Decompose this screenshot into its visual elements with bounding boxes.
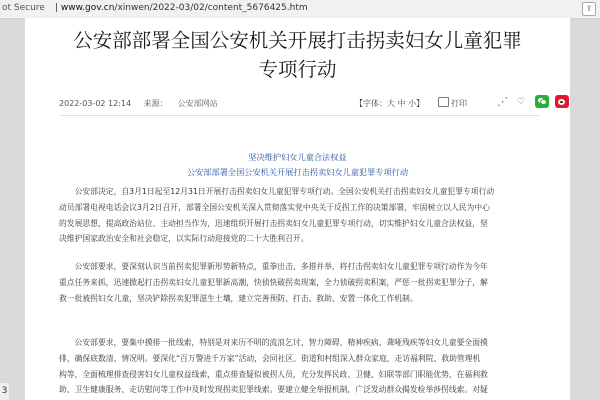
- article-subtitle-2: 公安部部署全国公安机关开展打击拐卖妇女儿童犯罪专项行动: [186, 167, 409, 177]
- article-title: [25, 26, 570, 84]
- url-path: /xinwen/2022-03/02/content_5676425.htm: [114, 3, 308, 13]
- article-subtitle-1: 坚决维护妇女儿童合法权益: [248, 152, 347, 162]
- url-separator: |: [55, 3, 59, 13]
- article-meta: [59, 98, 228, 109]
- share-icon[interactable]: ⋰: [497, 95, 508, 108]
- paragraph-1: [59, 184, 539, 247]
- article-page: [25, 18, 570, 400]
- publish-date: 2022-03-02 12:14: [59, 99, 132, 108]
- paragraph-line: 助、卫生健康服务、走访慰问等工作中及时发现拐卖犯罪线索。要建立健全举报机制，广泛发动群众揭发检举涉拐线索。对疑: [59, 385, 488, 395]
- paragraph-line: 公安部要求，要集中摸排一批线索，特别是对来历不明的流浪乞讨、智力障碍、精神疾病、聋哑残疾等妇女儿童要全面摸: [59, 338, 488, 347]
- status-glyph: 3: [0, 383, 9, 400]
- paragraph-line: 公安部决定，自3月1日起至12月31日开展打击拐卖妇女儿童犯罪专项行动。全国公安机关打击拐卖妇女儿童犯罪专项行动: [59, 187, 495, 196]
- weibo-icon[interactable]: [555, 95, 569, 108]
- title-line-1: 公安部部署全国公安机关开展打击拐卖妇女儿童犯罪: [73, 29, 522, 52]
- font-size-selector[interactable]: 【字体：大 中 小】: [355, 99, 425, 108]
- paragraph-3: [59, 335, 539, 398]
- paragraph-2: [59, 259, 539, 306]
- security-label[interactable]: ot Secure: [2, 3, 45, 13]
- paragraph-line: 动员部署电视电话会议3月2日召开，部署全国公安机关深入贯彻落实党中央关于反拐工作的决策部署，牢固树立以人民为中心: [59, 202, 490, 212]
- paragraph-line: 救一批被拐妇女儿童，坚决铲除拐卖犯罪滋生土壤，建立完善预防、打击、救助、安置一体化工作机制。: [59, 293, 418, 303]
- paragraph-line: 排，确保底数清、情况明。要深化“百万警进千万家”活动，会同社区、街道和村组深入群众家庭，走访福利院、救助管理机: [59, 353, 481, 363]
- title-line-2: 专项行动: [258, 58, 337, 81]
- url-domain: www.gov.cn: [60, 3, 115, 13]
- url-text[interactable]: [55, 3, 308, 13]
- print-link[interactable]: 打印: [451, 99, 467, 108]
- meta-divider: [59, 115, 539, 116]
- browser-address-bar[interactable]: [0, 0, 600, 19]
- paragraph-line: 的发展思想，提高政治站位、主动担当作为，迅速组织开展打击拐卖妇女儿童犯罪专项行动，切实维护妇女儿童合法权益，坚: [59, 218, 488, 228]
- paragraph-line: 决维护国家政治安全和社会稳定，以实际行动迎接党的二十大胜利召开。: [59, 234, 309, 244]
- paragraph-line: 公安部要求，要深刻认识当前拐卖犯罪新形势新特点，重拳出击、多措并举，将打击拐卖妇女儿童犯罪专项行动作为今年: [59, 262, 488, 271]
- printer-icon[interactable]: [438, 97, 449, 107]
- browser-share-icon[interactable]: ⇪: [582, 2, 596, 16]
- wechat-icon[interactable]: [535, 95, 549, 108]
- source-label: 来源：: [143, 99, 168, 108]
- paragraph-line: 构等，全面梳理排查侵害妇女儿童权益线索，重点排查疑似被拐人员，充分发挥民政、卫健、妇联等部门职能优势，在福利救: [59, 369, 488, 379]
- heart-icon[interactable]: ♡: [517, 97, 526, 107]
- source-name: 公安部网站: [177, 99, 218, 108]
- paragraph-line: 重点任务来抓，迅速掀起打击拐卖妇女儿童犯罪新高潮，快侦快破拐卖现案，全力侦破拐卖积案，严惩一批拐卖犯罪分子，解: [59, 277, 488, 287]
